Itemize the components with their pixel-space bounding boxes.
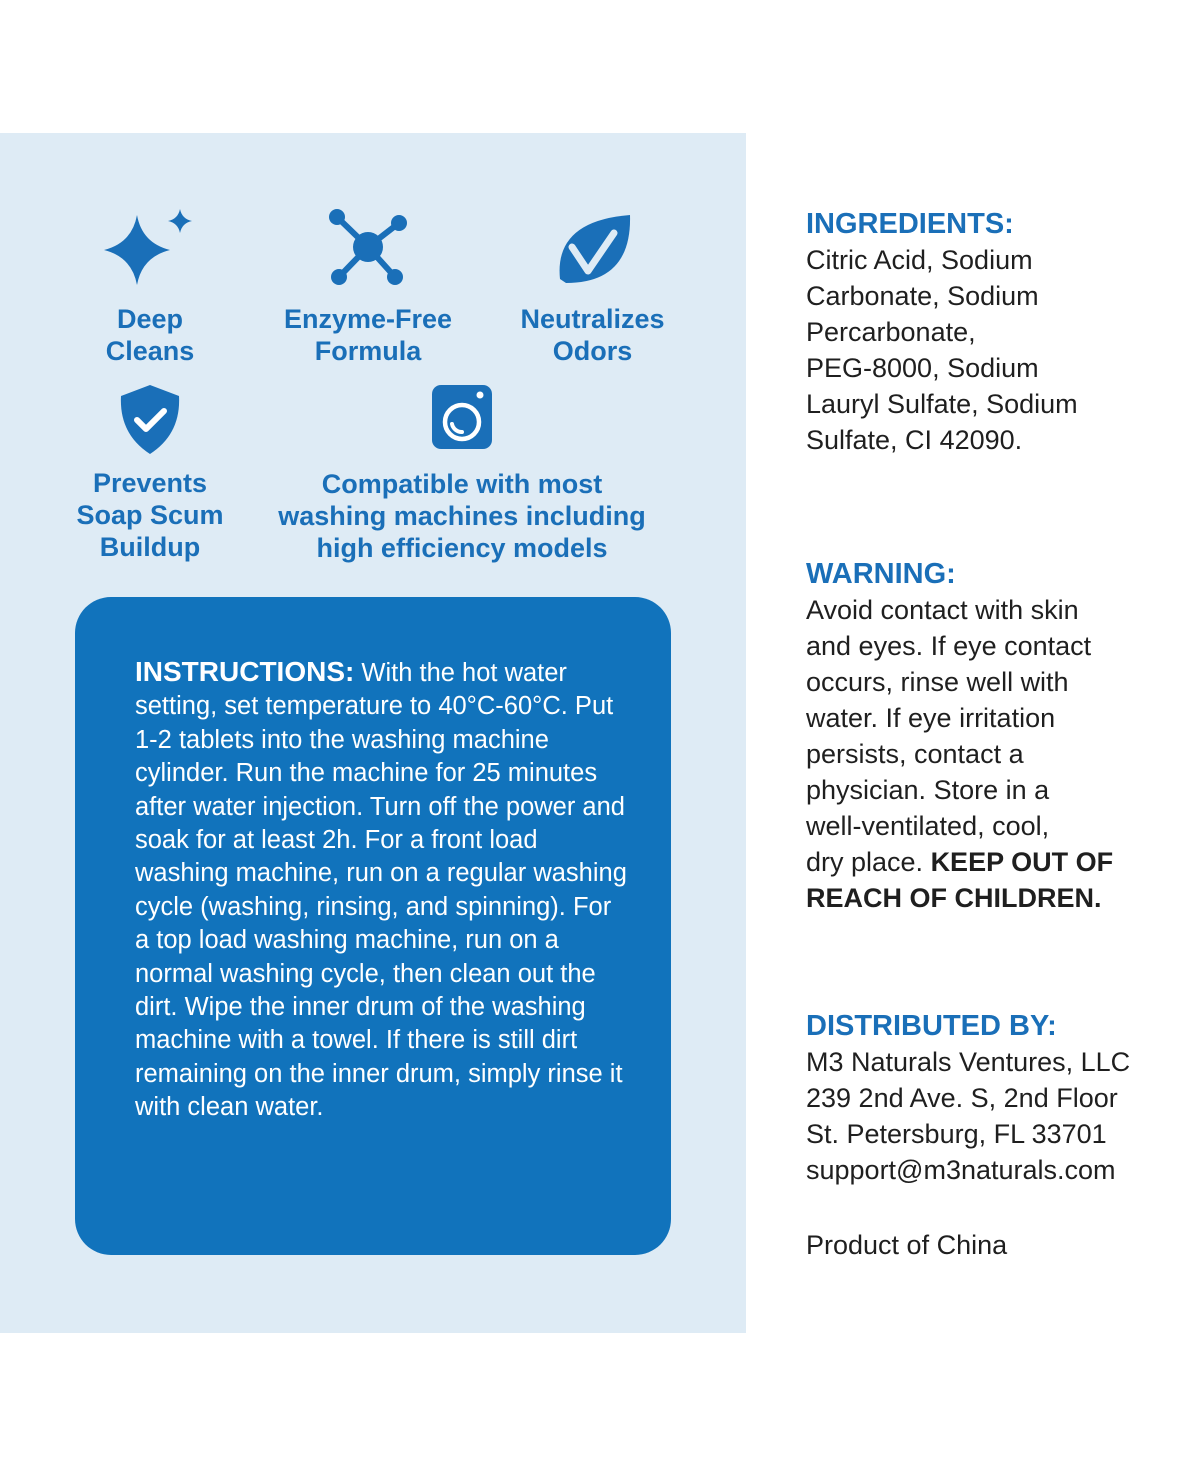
leaf-icon <box>548 205 638 295</box>
feature-label: Deep Cleans <box>105 304 195 366</box>
warning-title: WARNING: <box>806 558 956 590</box>
feature-compatible-machines <box>262 382 662 564</box>
origin-text: Product of China <box>806 1230 1008 1260</box>
warning-emphasis: KEEP OUT OF REACH OF CHILDREN. <box>806 847 1114 913</box>
warning-text <box>806 592 1166 916</box>
ingredients-title: INGREDIENTS: <box>806 208 1014 240</box>
origin-section <box>806 1227 1166 1263</box>
instructions-text: With the hot water setting, set temperature to 40°C-60°C. Put 1-2 tablets into the washing machine cylinder. Run the machine for 25 minutes after water injection. Turn off the power and soak for at least 2h. For a front load washing machine, run on a regular washing cycle (washing, rinsing, and spinning). For a top load washing machine, run on a normal washing cycle, then clean out the dirt. Wipe the inner drum of the washing machine with a towel. If there is still dirt remaining on the inner drum, simply rinse it with clean water. <box>135 659 627 1122</box>
molecule-icon <box>323 205 413 295</box>
instructions-box <box>75 597 671 1255</box>
feature-label: Compatible with most washing machines including high efficiency models <box>278 469 646 563</box>
distributor-section <box>806 1008 1166 1188</box>
feature-enzyme-free <box>268 205 468 367</box>
feature-label: Neutralizes Odors <box>520 304 665 366</box>
ingredients-text: Citric Acid, Sodium Carbonate, Sodium Percarbonate, PEG-8000, Sodium Lauryl Sulfate, Sodium Sulfate, CI 42090. <box>806 245 1078 455</box>
warning-section <box>806 556 1166 916</box>
feature-deep-cleans <box>70 205 230 367</box>
feature-prevents-soap-scum <box>60 382 240 563</box>
distributor-title: DISTRIBUTED BY: <box>806 1010 1057 1042</box>
feature-neutralizes-odors <box>510 205 675 367</box>
distributor-text: M3 Naturals Ventures, LLC 239 2nd Ave. S, 2nd Floor St. Petersburg, FL 33701 support@m3naturals.com <box>806 1047 1131 1185</box>
ingredients-section <box>806 206 1166 458</box>
warning-body: Avoid contact with skin and eyes. If eye contact occurs, rinse well with water. If eye irritation persists, contact a physician. Store in a well-ventilated, cool, dry place. <box>806 595 1092 877</box>
sparkle-icon <box>100 205 200 295</box>
washing-machine-icon <box>430 382 494 452</box>
feature-label: Enzyme-Free Formula <box>283 304 453 366</box>
shield-check-icon <box>115 382 185 457</box>
instructions-heading: INSTRUCTIONS: <box>135 656 355 687</box>
feature-label: Prevents Soap Scum Buildup <box>76 468 224 562</box>
